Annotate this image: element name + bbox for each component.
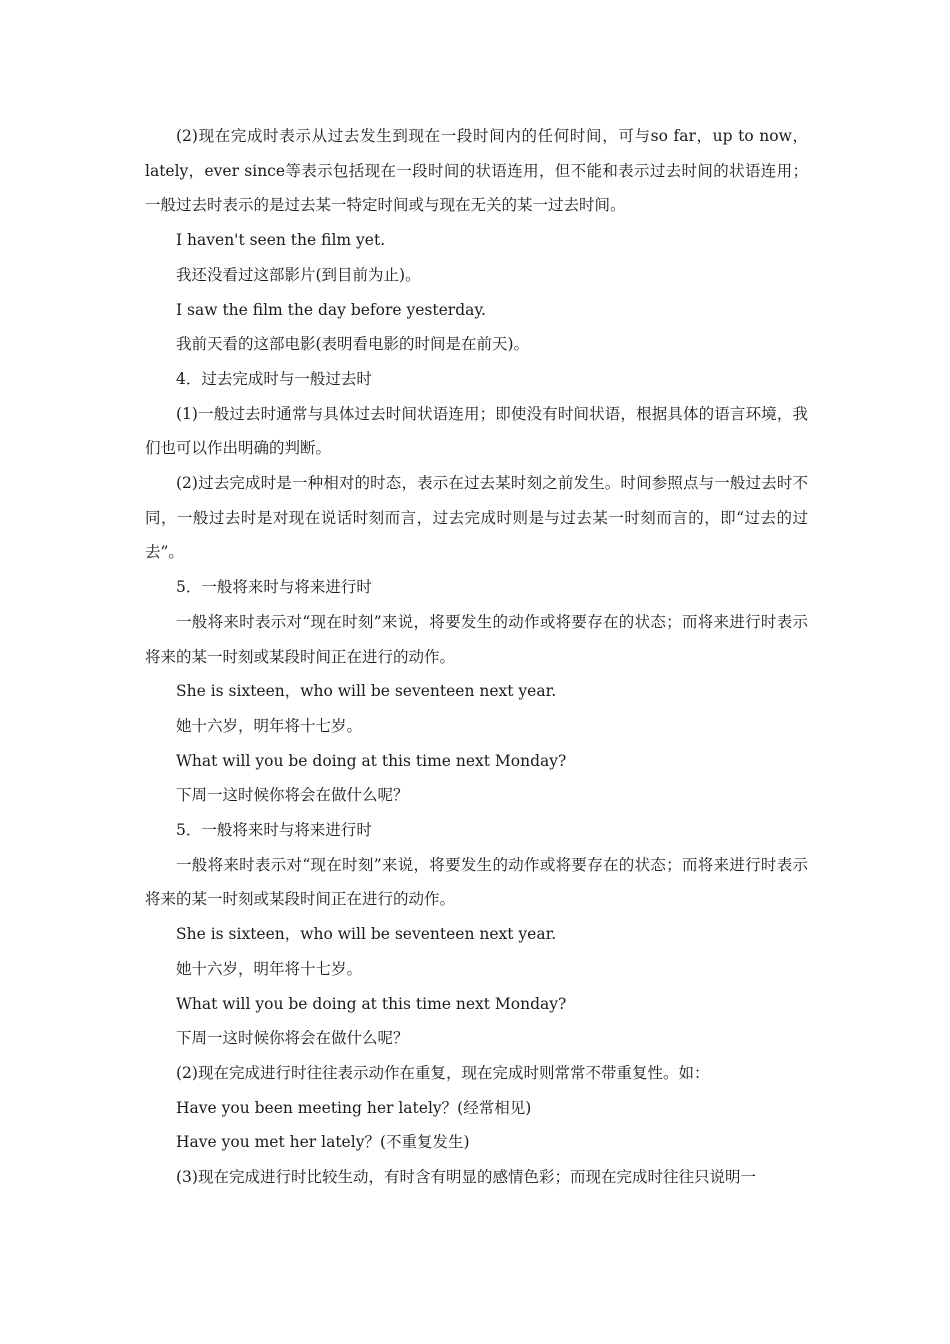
example-sentence-en: I haven't seen the film yet. (176, 231, 386, 250)
paragraph-perfect-continuous-repetition: (2)现在完成进行时往往表示动作在重复，现在完成时则常常不带重复性。如： (176, 1063, 710, 1082)
example-sentence-en: She is sixteen，who will be seventeen next year. (176, 925, 557, 944)
section-heading-4: 4．过去完成时与一般过去时 (176, 369, 372, 388)
example-sentence-en: What will you be doing at this time next Monday? (176, 994, 567, 1013)
example-translation-zh: 下周一这时候你将会在做什么呢？ (176, 786, 409, 805)
paragraph-present-perfect-usage: (2)现在完成时表示从过去发生到现在一段时间内的任何时间，可与so far，up to now，lately，ever since等表示包括现在一段时间的状语连用，但不能和表示过去时间的状语连用；一般过去时表示的是过去某一特定时间或与现在无关的某一过去时间。 (145, 127, 808, 215)
example-translation-zh: 下周一这时候你将会在做什么呢？ (176, 1029, 409, 1048)
example-translation-zh: 她十六岁，明年将十七岁。 (176, 959, 363, 978)
example-sentence-en: She is sixteen，who will be seventeen next year. (176, 682, 557, 701)
example-translation-zh: 她十六岁，明年将十七岁。 (176, 716, 363, 735)
example-sentence-en: I saw the film the day before yesterday. (176, 300, 486, 319)
example-sentence-en: Have you been meeting her lately？(经常相见) (176, 1098, 532, 1117)
example-translation-zh: 我前天看的这部电影(表明看电影的时间是在前天)。 (176, 335, 530, 354)
paragraph-future-tenses-repeat: 一般将来时表示对“现在时刻”来说，将要发生的动作或将要存在的状态；而将来进行时表示将来的某一时刻或某段时间正在进行的动作。 (145, 855, 808, 909)
paragraph-perfect-continuous-emotion: (3)现在完成进行时比较生动，有时含有明显的感情色彩；而现在完成时往往只说明一 (176, 1168, 756, 1187)
example-sentence-en: Have you met her lately？(不重复发生) (176, 1133, 470, 1152)
paragraph-future-tenses: 一般将来时表示对“现在时刻”来说，将要发生的动作或将要存在的状态；而将来进行时表示将来的某一时刻或某段时间正在进行的动作。 (145, 612, 808, 666)
example-sentence-en: What will you be doing at this time next Monday? (176, 751, 567, 770)
paragraph-simple-past-usage: (1)一般过去时通常与具体过去时间状语连用；即使没有时间状语，根据具体的语言环境，我们也可以作出明确的判断。 (145, 404, 808, 458)
example-translation-zh: 我还没看过这部影片(到目前为止)。 (176, 265, 421, 284)
paragraph-past-perfect-usage: (2)过去完成时是一种相对的时态，表示在过去某时刻之前发生。时间参照点与一般过去时不同，一般过去时是对现在说话时刻而言，过去完成时则是与过去某一时刻而言的，即“过去的过去”。 (145, 474, 808, 562)
section-heading-5-repeat: 5．一般将来时与将来进行时 (176, 821, 372, 840)
section-heading-5: 5．一般将来时与将来进行时 (176, 578, 372, 597)
document-body (145, 119, 808, 1195)
